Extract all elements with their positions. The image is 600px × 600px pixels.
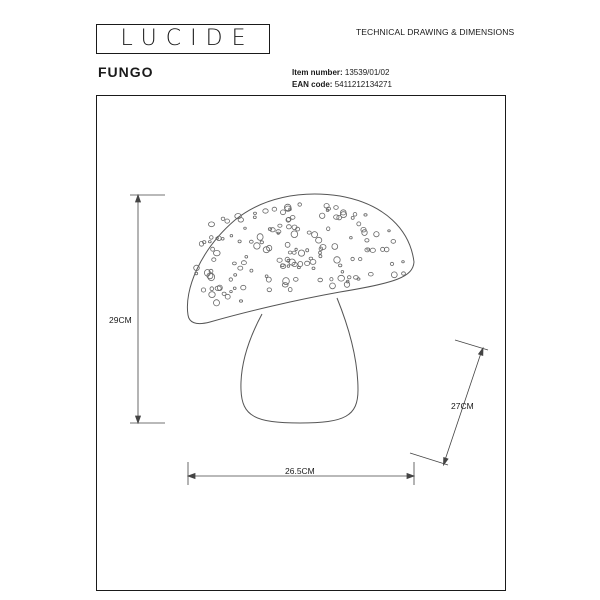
cap-hole (230, 291, 233, 293)
cap-hole (320, 213, 325, 218)
cap-hole (210, 236, 214, 240)
cap-hole (350, 237, 353, 239)
cap-hole (281, 210, 286, 215)
height-dimension-line (130, 195, 165, 423)
cap-hole (334, 206, 339, 210)
cap-hole (199, 241, 203, 246)
cap-hole (305, 261, 310, 265)
cap-hole (298, 261, 303, 266)
cap-hole (339, 264, 342, 267)
cap-hole (338, 275, 345, 281)
cap-hole (277, 258, 282, 262)
cap-hole (230, 235, 233, 237)
cap-hole (253, 216, 256, 219)
depth-dimension-line (410, 340, 488, 465)
cap-hole (312, 267, 315, 270)
cap-hole (272, 207, 277, 211)
cap-hole (381, 247, 385, 251)
cap-hole (318, 278, 323, 282)
cap-hole (332, 244, 338, 250)
cap-hole (214, 300, 220, 306)
cap-hole (267, 288, 271, 292)
cap-hole (209, 222, 215, 227)
cap-hole (368, 272, 373, 276)
height-dimension-label: 29CM (109, 315, 132, 325)
cap-hole (330, 283, 336, 289)
cap-hole (212, 258, 216, 262)
cap-hole (341, 271, 344, 274)
cap-hole (402, 261, 405, 263)
cap-hole (225, 294, 230, 299)
cap-hole (388, 230, 391, 232)
cap-hole (287, 225, 292, 229)
cap-hole (241, 285, 246, 290)
cap-hole (390, 262, 393, 265)
mushroom-cap (187, 194, 414, 324)
product-name: FUNGO (98, 64, 154, 80)
mushroom-stem (241, 298, 358, 423)
cap-hole (327, 227, 330, 231)
cap-hole (266, 277, 271, 282)
cap-hole (312, 232, 318, 238)
cap-hole (287, 265, 289, 268)
cap-hole (306, 249, 309, 252)
cap-hole (354, 276, 359, 280)
cap-hole (250, 269, 253, 272)
cap-hole (298, 203, 302, 206)
cap-hole (201, 288, 205, 292)
cap-hole (353, 213, 357, 217)
cap-hole (391, 240, 396, 244)
cap-hole (370, 248, 375, 252)
cap-hole (374, 232, 379, 237)
cap-hole (225, 219, 230, 223)
cap-hole (391, 272, 397, 278)
cap-hole (234, 274, 237, 277)
cap-hole (288, 251, 292, 254)
cap-hole (233, 287, 236, 290)
cap-hole (208, 273, 215, 280)
cap-hole (291, 231, 298, 238)
item-number-label: Item number: (292, 68, 343, 77)
width-dimension-label: 26.5CM (285, 466, 315, 476)
cap-hole (214, 250, 221, 255)
cap-hole (221, 238, 224, 241)
cap-hole (278, 224, 282, 227)
cap-hole (233, 262, 237, 265)
cap-hole (211, 247, 215, 251)
document-heading: TECHNICAL DRAWING & DIMENSIONS (356, 27, 515, 37)
cap-hole (294, 278, 299, 282)
cap-hole (288, 288, 292, 292)
cap-hole (208, 241, 211, 243)
cap-hole (334, 215, 339, 219)
cap-hole (330, 278, 333, 281)
cap-hole (295, 248, 297, 250)
cap-hole (359, 258, 362, 261)
cap-hole (221, 217, 225, 220)
item-number-value: 13539/01/02 (344, 68, 390, 77)
cap-hole (364, 214, 367, 216)
cap-hole (285, 242, 290, 247)
cap-hole (319, 251, 322, 254)
depth-dimension-label: 27CM (451, 401, 474, 411)
cap-hole (260, 241, 263, 244)
cap-hole (270, 228, 275, 232)
cap-hole (365, 239, 369, 242)
cap-hole (254, 212, 257, 214)
cap-hole (298, 250, 304, 256)
ean-value: 5411212134271 (334, 80, 392, 89)
cap-hole (351, 257, 354, 260)
cap-hole (254, 243, 260, 249)
cap-hole (241, 261, 246, 265)
cap-hole (276, 230, 281, 234)
cap-hole (244, 227, 247, 229)
cap-hole (263, 209, 268, 213)
cap-perforations (194, 203, 406, 306)
cap-hole (229, 278, 232, 281)
cap-hole (402, 272, 406, 275)
cap-hole (245, 255, 248, 258)
cap-hole (238, 240, 241, 243)
ean-label: EAN code: (292, 80, 333, 89)
cap-hole (257, 234, 263, 241)
logo-text: LUCIDE (120, 26, 255, 51)
cap-hole (283, 278, 290, 285)
cap-hole (319, 255, 322, 258)
cap-hole (239, 300, 242, 302)
cap-hole (249, 240, 253, 243)
cap-hole (238, 266, 243, 270)
cap-hole (209, 292, 215, 298)
cap-hole (210, 287, 214, 291)
cap-hole (362, 230, 367, 236)
cap-hole (384, 247, 389, 252)
cap-hole (307, 231, 311, 234)
cap-hole (357, 222, 361, 226)
cap-hole (316, 237, 322, 243)
cap-hole (292, 251, 296, 254)
cap-hole (334, 257, 340, 263)
cap-hole (347, 276, 351, 279)
cap-hole (351, 216, 354, 219)
